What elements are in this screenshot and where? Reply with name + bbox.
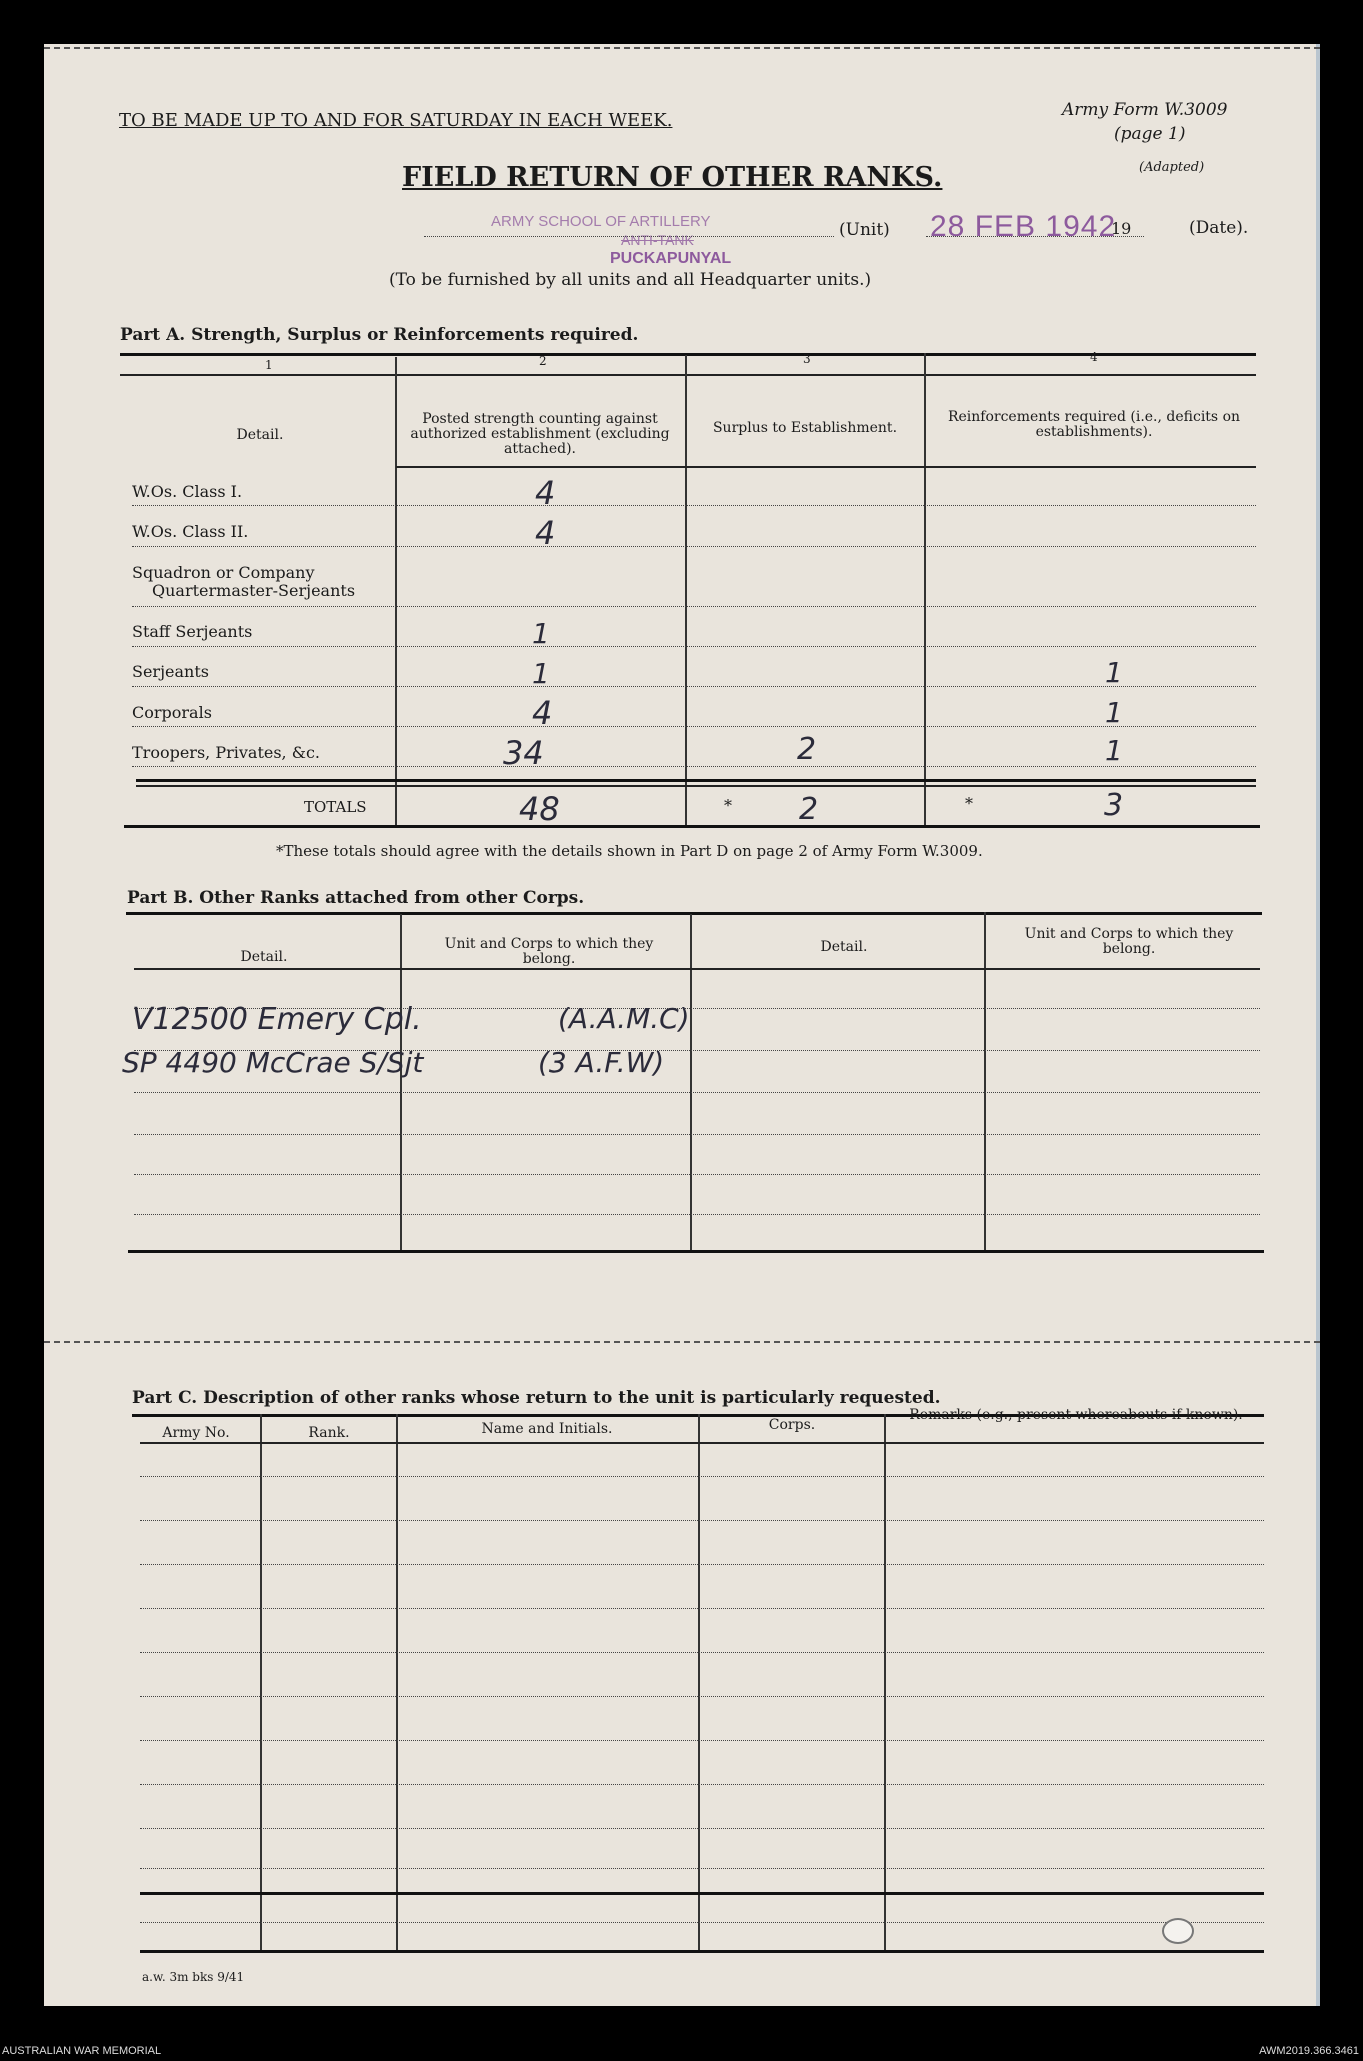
form-title: FIELD RETURN OF OTHER RANKS.: [402, 162, 943, 193]
part-a-number-rule: [120, 374, 1256, 376]
part-a-divider-1: [395, 357, 397, 825]
stamp-location: PUCKAPUNYAL: [610, 250, 732, 267]
part-b-top-rule: [126, 912, 1262, 915]
row-rule: [132, 686, 1256, 687]
part-c-head-corps: Corps.: [768, 1417, 816, 1433]
row-label-troopers: Troopers, Privates, &c.: [132, 743, 321, 762]
part-c-head-rank: Rank.: [308, 1425, 350, 1441]
col-number-4: 4: [1090, 350, 1098, 364]
part-a-bottom-rule: [124, 825, 1260, 828]
posted-serjeants: 1: [532, 657, 550, 690]
part-c-title: Part C. Description of other ranks whose return to the unit is particularly requested.: [132, 1388, 941, 1408]
year-prefix: 19: [1111, 219, 1132, 238]
row-rule: [134, 1174, 1260, 1175]
printer-imprint: a.w. 3m bks 9/41: [142, 1970, 245, 1984]
total-surplus: 2: [799, 792, 819, 827]
row-rule: [140, 1564, 1264, 1565]
total-surplus-mark: *: [724, 796, 732, 815]
row-rule: [134, 1214, 1260, 1215]
part-a-title: Part A. Strength, Surplus or Reinforcements required.: [120, 325, 639, 345]
posted-wo1: 4: [535, 474, 556, 512]
part-c-divider-1: [260, 1414, 262, 1952]
part-a-divider-2: [685, 355, 687, 825]
attached-corps-1: (A.A.M.C): [558, 1002, 690, 1035]
row-rule: [140, 1828, 1264, 1829]
total-reinf: 3: [1104, 788, 1124, 823]
instruction-line: TO BE MADE UP TO AND FOR SATURDAY IN EACH WEEK.: [119, 110, 673, 131]
row-label-cqms: Squadron or Company: [132, 563, 315, 582]
date-label: (Date).: [1189, 218, 1249, 238]
form-subtitle: (To be furnished by all units and all Headquarter units.): [389, 270, 872, 290]
totals-top-rule: [136, 779, 1256, 782]
part-b-bottom-rule: [128, 1250, 1264, 1253]
part-a-top-rule: [120, 353, 1256, 356]
posted-wo2: 4: [535, 514, 556, 552]
attached-detail-1: V12500 Emery Cpl.: [132, 1002, 422, 1037]
part-b-header-rule: [134, 968, 1260, 970]
row-rule: [132, 606, 1256, 607]
row-rule: [132, 505, 1256, 506]
totals-top-rule-2: [136, 785, 1256, 787]
archive-footer: [0, 2042, 1363, 2061]
paper-damage-hole: [1162, 1918, 1194, 1944]
stamp-anti-tank: ANTI-TANK: [621, 232, 694, 248]
part-c-head-army-no: Army No.: [162, 1425, 230, 1441]
col-number-3: 3: [803, 352, 811, 366]
row-rule: [134, 1092, 1260, 1093]
row-rule: [140, 1520, 1264, 1521]
part-b-divider-3: [984, 912, 986, 1250]
total-posted: 48: [519, 790, 560, 828]
part-a-head-reinforcements: Reinforcements required (i.e., deficits on establishments).: [947, 409, 1241, 440]
col-number-1: 1: [265, 358, 273, 372]
archive-id: AWM2019.366.3461: [1259, 2045, 1359, 2057]
unit-label: (Unit): [839, 220, 890, 240]
middle-perforation: [44, 1341, 1320, 1343]
row-rule: [140, 1868, 1264, 1869]
reinf-corporals: 1: [1105, 696, 1123, 729]
part-c-bottom-rule: [140, 1950, 1264, 1953]
row-label-cqms-2: Quartermaster-Serjeants: [152, 581, 356, 600]
part-a-head-posted: Posted strength counting against authorized establishment (excluding attached).: [410, 411, 670, 457]
row-rule: [140, 1784, 1264, 1785]
row-label-wo2: W.Os. Class II.: [132, 522, 249, 541]
top-perforation: [44, 47, 1320, 49]
row-label-staff-serjeants: Staff Serjeants: [132, 622, 253, 641]
row-rule: [140, 1476, 1264, 1477]
part-a-head-surplus: Surplus to Establishment.: [712, 420, 898, 436]
page-number: (page 1): [1114, 124, 1186, 144]
archive-name: AUSTRALIAN WAR MEMORIAL: [2, 2045, 162, 2057]
stamp-school: ARMY SCHOOL OF ARTILLERY: [491, 213, 711, 230]
posted-troopers: 34: [503, 734, 544, 772]
row-rule: [134, 1134, 1260, 1135]
reinf-serjeants: 1: [1105, 656, 1123, 689]
part-b-divider-1: [400, 914, 402, 1250]
part-c-head-remarks: Remarks (e.g., present whereabouts if known).: [909, 1407, 1243, 1423]
part-c-header-rule: [140, 1442, 1264, 1444]
part-a-divider-3: [924, 353, 926, 825]
part-c-totals-rule: [140, 1892, 1264, 1895]
row-rule: [140, 1696, 1264, 1697]
unit-dotted-line: [424, 236, 834, 237]
posted-staff-serjeants: 1: [532, 617, 550, 650]
row-rule: [132, 726, 1256, 727]
col-number-2: 2: [539, 354, 547, 368]
part-c-divider-3: [698, 1414, 700, 1952]
row-rule: [140, 1652, 1264, 1653]
attached-corps-2: (3 A.F.W): [538, 1046, 665, 1079]
form-number: Army Form W.3009: [1062, 100, 1228, 120]
adapted-note: (Adapted): [1139, 160, 1205, 175]
row-rule: [140, 1922, 1264, 1923]
row-rule: [132, 646, 1256, 647]
date-stamp: 28 FEB 1942: [930, 210, 1117, 243]
part-a-footnote: *These totals should agree with the details shown in Part D on page 2 of Army Form W.3009.: [276, 842, 983, 860]
part-b-title: Part B. Other Ranks attached from other Corps.: [127, 888, 585, 908]
row-label-corporals: Corporals: [132, 703, 212, 722]
row-rule: [140, 1608, 1264, 1609]
reinf-troopers: 1: [1105, 734, 1123, 767]
part-a-header-rule: [396, 466, 1256, 468]
form-page: [44, 44, 1320, 2006]
paper-edge-strip: [1316, 44, 1320, 2006]
part-c-divider-4: [884, 1414, 886, 1952]
row-label-wo1: W.Os. Class I.: [132, 482, 243, 501]
totals-label: TOTALS: [304, 798, 367, 816]
part-a-head-detail: Detail.: [236, 427, 284, 443]
part-b-head-detail-1: Detail.: [240, 949, 288, 965]
total-reinf-mark: *: [965, 794, 973, 813]
row-rule: [132, 546, 1256, 547]
part-c-head-name: Name and Initials.: [481, 1421, 613, 1437]
part-b-head-detail-2: Detail.: [820, 939, 868, 955]
part-b-head-corps-2: Unit and Corps to which they belong.: [1024, 926, 1234, 957]
part-c-divider-2: [396, 1414, 398, 1952]
row-rule: [132, 766, 1256, 767]
row-label-serjeants: Serjeants: [132, 662, 209, 681]
posted-corporals: 4: [532, 694, 553, 732]
surplus-troopers: 2: [797, 732, 817, 767]
part-b-divider-2: [690, 914, 692, 1250]
part-b-head-corps-1: Unit and Corps to which they belong.: [444, 936, 654, 967]
row-rule: [140, 1740, 1264, 1741]
attached-detail-2: SP 4490 McCrae S/Sjt: [122, 1046, 424, 1079]
